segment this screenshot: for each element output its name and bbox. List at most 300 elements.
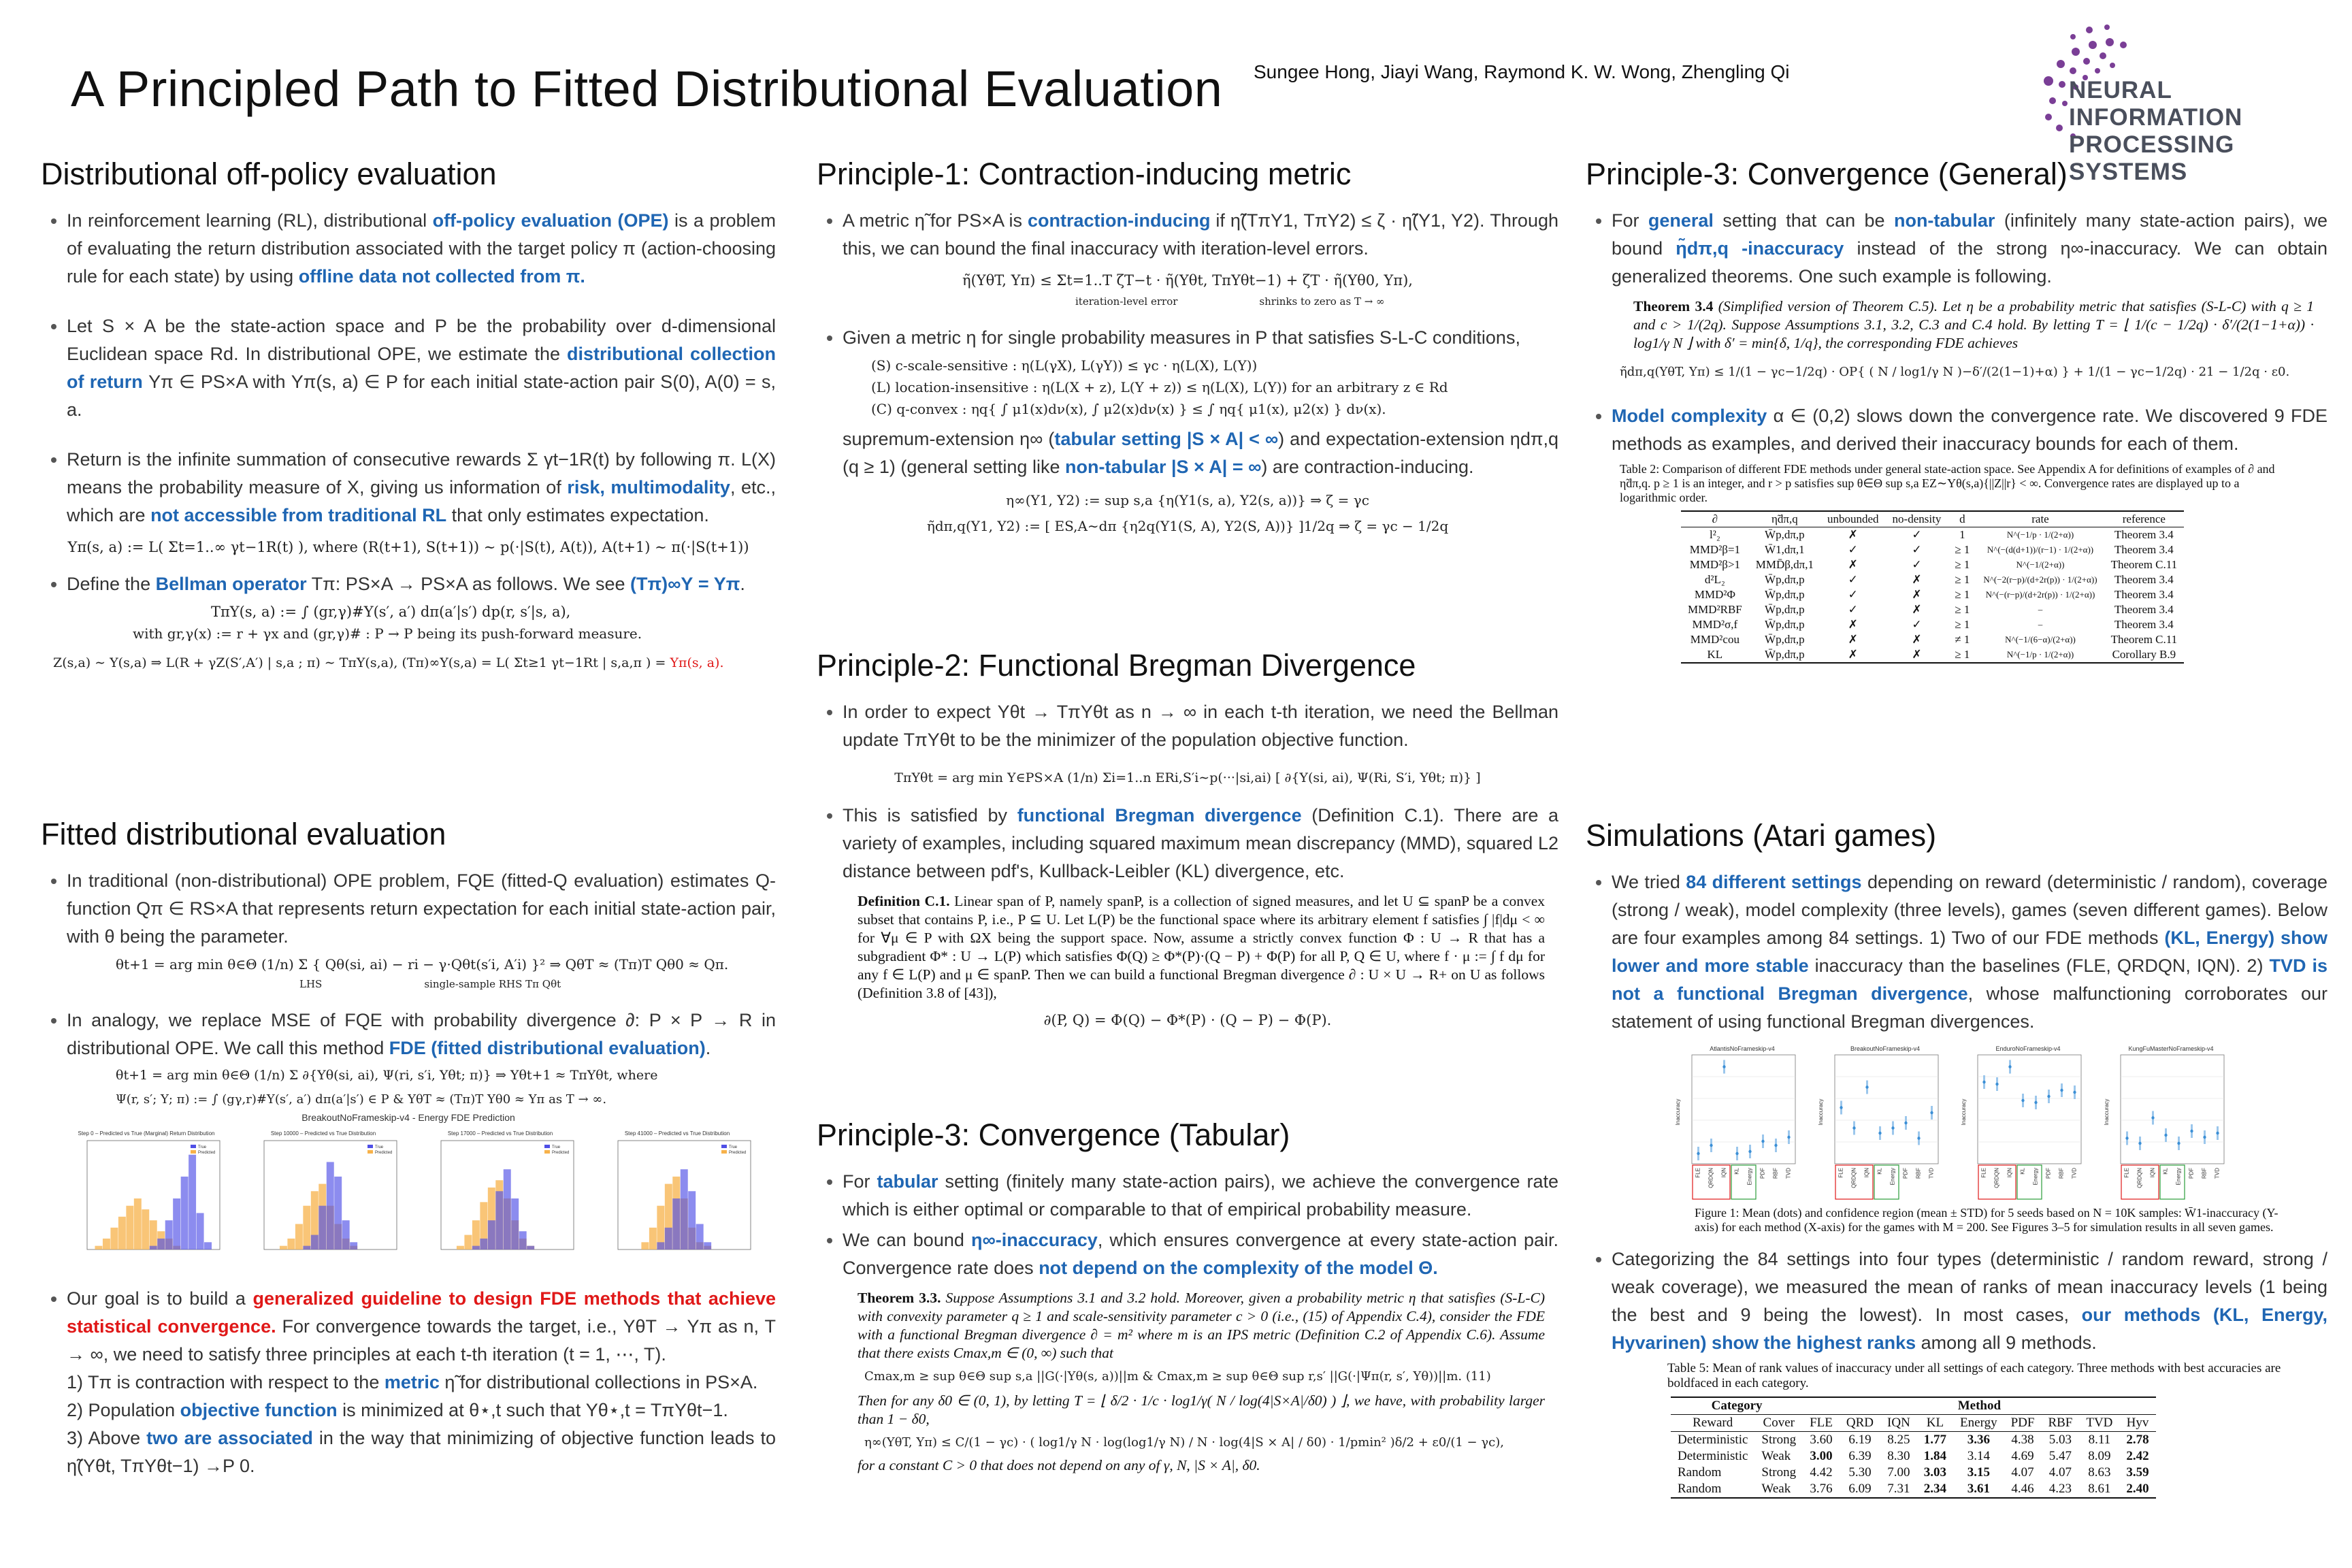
table-header: Cover (1754, 1415, 1803, 1432)
mean-dot (1982, 1081, 1985, 1083)
table-cell: 5.03 (2048, 1433, 2072, 1447)
table-cell: W̄p,dπ,p (1765, 603, 1805, 616)
table-cell: 3.03 (1923, 1465, 1947, 1480)
table-cell: W̄1,dπ,1 (1765, 543, 1805, 556)
method-tick-label: KL (2162, 1168, 2169, 1175)
author-list: Sungee Hong, Jiayi Wang, Raymond K. W. Wong, Zhengling Qi (1254, 61, 1790, 82)
legend-swatch-pred (721, 1150, 727, 1154)
table-cell: KL (1707, 648, 1723, 661)
true-bar (204, 1242, 212, 1250)
table-header: ∂ (1681, 511, 1749, 527)
legend-label: True (375, 1145, 384, 1149)
legend-label: Predicted (198, 1151, 216, 1155)
pred-bar (134, 1198, 142, 1250)
table-cell: N^(−1/(2+α)) (2016, 559, 2065, 570)
table-cell: Random (1678, 1482, 1722, 1496)
method-tick-label: FLE (1695, 1168, 1701, 1178)
pred-bar (287, 1239, 295, 1250)
mean-dot (1878, 1132, 1881, 1134)
table-cell: ≥ 1 (1955, 618, 1970, 631)
method-tick-label: PDF (1759, 1168, 1766, 1179)
table-row (1681, 602, 2184, 617)
true-bar (681, 1169, 688, 1250)
table-header: Reward (1671, 1415, 1754, 1432)
equation-bregman-definition: ∂(P, Q) = Φ(Q) − Φ*(P) · (Q − P) − Φ(P). (1043, 1012, 1332, 1028)
pred-bar (295, 1224, 303, 1250)
histogram-panel (68, 1127, 225, 1263)
table-cell: W̄p,dπ,p (1765, 618, 1805, 631)
table-cell: ✓ (1848, 573, 1858, 586)
table-cell: – (2038, 619, 2043, 630)
histogram-title: Step 10000 – Predicted vs True Distribution (270, 1130, 376, 1137)
histogram-title: Step 0 – Predicted vs True (Marginal) Return Distribution (78, 1130, 215, 1137)
table-cell: ✓ (1912, 558, 1922, 571)
table-cell: ✗ (1912, 633, 1922, 646)
mean-dot (2216, 1132, 2219, 1134)
method-tick-label: QRDQN (2136, 1168, 2143, 1188)
table-cell: 3.14 (1967, 1449, 1990, 1463)
true-bar (181, 1177, 189, 1250)
section-title: Principle-1: Contraction-inducing metric (817, 157, 1352, 191)
theorem-3-4: Theorem 3.4 (Simplified version of Theorem C.5). Let η be a probability metric that satisfies (S-L-C) with q ≥ 1 and c > 1/(2q). Suppose Assumptions 3.1, 3.2, C.3 and C.4 hold. By letting T = ⌊ 1/(c − 1/2q) · δ′/(2(1−1+α)) · log1/γ N ⌋ with δ′ = min{δ, 1/q}, the corresponding FDE achieves (1633, 298, 2314, 351)
mean-dot (2164, 1134, 2167, 1137)
method-tick-label: Energy (2032, 1168, 2039, 1186)
table-cell: 7.00 (1887, 1465, 1910, 1480)
method-tick-label: PDF (1902, 1168, 1909, 1179)
method-tick-label: IQN (1863, 1168, 1870, 1178)
bullet: • In analogy, we replace MSE of FQE with probability divergence ∂: P × P → R in distributional OPE. We call this method FDE (fitted distributional evaluation). (67, 1007, 776, 1062)
atari-panel-title: AtlantisNoFrameskip-v4 (1710, 1045, 1775, 1052)
condition-l: (L) location-insensitive : η(L(X + z), L(Y + z)) ≤ η(L(X), L(Y)) for an arbitrary z ∈ Rd (871, 379, 1448, 395)
theorem-3-3-text2: Then for any δ0 ∈ (0, 1), by letting T = ⌊ δ/2 · 1/c · log1/γ( N / log(4|S×A|/δ0) ) ⌋, we have, with probability larger than 1 − δ0, (858, 1392, 1545, 1427)
histogram-panel (245, 1127, 402, 1263)
table-cell: ≠ 1 (1955, 633, 1970, 646)
table-cell: ✗ (1848, 528, 1858, 541)
section-title: Simulations (Atari games) (1586, 818, 1937, 853)
section-title: Principle-3: Convergence (Tabular) (817, 1117, 1290, 1152)
table-cell: ≥ 1 (1955, 573, 1970, 586)
theorem-3-3-text3: for a constant C > 0 that does not depend on any of γ, N, |S × A|, δ0. (858, 1457, 1260, 1473)
table-cell: 3.36 (1967, 1433, 1990, 1447)
table-header: IQN (1880, 1415, 1917, 1432)
mean-dot (1904, 1122, 1907, 1124)
mean-dot (1995, 1083, 1998, 1085)
bullet: • In reinforcement learning (RL), distributional off-policy evaluation (OPE) is a problem of evaluating the return distribution associated with the target policy π (action-choosing rule for each state) by using offline data not collected from π. (67, 207, 776, 291)
equation-bellman: TπΥ(s, a) := ∫ (gr,γ)#Υ(s′, a′) dπ(a′|s′) dp(r, s′|s, a), (211, 604, 571, 620)
table-cell: ≥ 1 (1955, 603, 1970, 616)
histogram-title: Step 41000 – Predicted vs True Distribution (624, 1130, 730, 1137)
true-bar (157, 1239, 165, 1250)
table-cell: W̄p,dπ,p (1765, 588, 1805, 601)
table-row (1681, 557, 2184, 572)
table-cell: Theorem C.11 (2110, 558, 2178, 571)
equation-fde: θt+1 = arg min θ∈Θ (1/n) Σ ∂{Υθ(si, ai), Ψ(ri, s′i, Υθt; π)} ⇒ Υθt+1 ≈ TπΥθt, where (116, 1068, 658, 1083)
mean-dot (2125, 1137, 2128, 1139)
table-row (1671, 1448, 2156, 1465)
table-header: Energy (1953, 1415, 2004, 1432)
table-cell: ✗ (1912, 648, 1922, 661)
table-header: FLE (1803, 1415, 1840, 1432)
paragraph-extension: supremum-extension η∞ (tabular setting |S × A| < ∞) and expectation-extension ηdπ,q (q ≥ 1) (general setting like non-tabular |S × A| = ∞) are contraction-inducing. (843, 429, 1558, 477)
table-5 (1671, 1396, 2156, 1499)
section-principle-3-tabular (817, 1117, 1558, 1482)
mean-dot (1722, 1065, 1725, 1068)
bullet: • We tried 84 different settings depending on reward (deterministic / random), coverage (strong / weak), model complexity (three levels), games (seven different games). Below are four examples among 84 settings. 1) Two of our FDE methods (KL, Energy) show lower and more stable inaccuracy than the baselines (FLE, QRDQN, IQN). 2) TVD is not a functional Bregman divergence, whose malfunctioning corroborates our statement of using functional Bregman divergences. (1612, 868, 2328, 1036)
bullet: • Categorizing the 84 settings into four types (deterministic / random reward, strong / weak coverage), we measured the mean of ranks of mean inaccuracy levels (1 being the best and 9 being the lowest). In most cases, our methods (KL, Energy, Hyvarinen) show the highest ranks among all 9 methods. (1612, 1245, 2328, 1357)
table-2-caption: Table 2: Comparison of different FDE methods under general state-action space. See Appendix A for definitions of examples of ∂ and η̃dπ,q. p ≥ 1 is an integer, and r > p satisfies sup θ∈Θ sup s,a EZ∼Υθ(s,a){||Z||r} < ∞. Convergence rates are displayed up to a logarithmic order. (1620, 462, 2275, 504)
atari-panel (2103, 1044, 2230, 1202)
method-tick-label: TVD (1928, 1168, 1935, 1179)
table-header: QRD (1840, 1415, 1880, 1432)
table-header: KL (1917, 1415, 1953, 1432)
table-row (1681, 527, 2184, 543)
table-row (1681, 542, 2184, 557)
table-cell: ✓ (1912, 543, 1922, 556)
method-tick-label: FLE (2123, 1168, 2130, 1178)
table-cell: 4.42 (1810, 1465, 1833, 1480)
true-bar (488, 1220, 495, 1250)
table-cell: ✓ (1912, 528, 1922, 541)
table-cell: 4.46 (2011, 1482, 2034, 1496)
true-bar (173, 1198, 180, 1250)
true-bar (665, 1228, 672, 1250)
table-cell: Deterministic (1678, 1449, 1748, 1463)
method-tick-label: TVD (2071, 1168, 2078, 1179)
true-bar (519, 1231, 527, 1250)
table-cell: Theorem C.11 (2110, 633, 2178, 646)
mean-dot (1891, 1126, 1894, 1129)
legend-swatch-pred (544, 1150, 550, 1154)
table-row (1681, 587, 2184, 602)
table-cell: Strong (1761, 1465, 1797, 1480)
bullet: • In order to expect Υθt → TπΥθt as n → ∞ in each t-th iteration, we need the Bellman update TπΥθt to be the minimizer of the population objective function. (843, 698, 1558, 754)
axes-frame (1692, 1055, 1795, 1164)
table-cell: MMD̄β,dπ,1 (1755, 558, 1814, 571)
table-cell: – (2038, 604, 2043, 615)
true-bar (511, 1198, 519, 1250)
table-row (1671, 1465, 2156, 1481)
legend-label: True (198, 1145, 207, 1149)
true-bar (334, 1177, 342, 1250)
bullet: • Given a metric η for single probability measures in P that satisfies S-L-C conditions, (843, 324, 1558, 352)
table-cell: 6.09 (1848, 1482, 1872, 1496)
axes-frame (1835, 1055, 1938, 1164)
method-tick-label: QRDQN (1850, 1168, 1857, 1188)
method-tick-label: Energy (1889, 1168, 1896, 1186)
table-cell: 3.61 (1967, 1482, 1990, 1496)
atari-panel-title: EnduroNoFrameskip-v4 (1995, 1045, 2061, 1052)
pred-bar (472, 1220, 480, 1250)
table-row (1681, 632, 2184, 647)
figure-1-caption: Figure 1: Mean (dots) and confidence region (mean ± STD) for 5 seeds based on N = 10K samples: W̄1-inaccuracy (Y-axis) for each method (X-axis) for the games with M = 200. See Figures 3–5 for simulation results in all seven games. (1695, 1206, 2278, 1234)
table-cell: 8.09 (2088, 1449, 2111, 1463)
bullet: • Model complexity α ∈ (0,2) slows down the convergence rate. We discovered 9 FDE methods as examples, and derived their inaccuracy bounds for each of them. (1612, 402, 2328, 458)
method-tick-label: Energy (2175, 1168, 2182, 1186)
true-bar (303, 1246, 310, 1250)
table-2 (1681, 510, 2184, 664)
condition-s: (S) c-scale-sensitive : η(L(γX), L(γY)) ≤ γc · η(L(X), L(Y)) (871, 357, 1258, 374)
table-cell: Weak (1761, 1482, 1791, 1496)
section-principle-3-general (1586, 157, 2328, 664)
table-cell: 8.25 (1887, 1433, 1910, 1447)
table-cell: 1.84 (1923, 1449, 1947, 1463)
mean-dot (1852, 1126, 1855, 1129)
table-cell: W̄p,dπ,p (1765, 633, 1805, 646)
table-cell: N^(−1/p · 1/(2+α)) (2006, 529, 2074, 540)
true-bar (672, 1198, 680, 1250)
table-cell: 6.39 (1848, 1449, 1872, 1463)
bullet: • Return is the infinite summation of consecutive rewards Σ γt−1R(t) by following π. L(X) means the probability measure of X, giving us information of risk, multimodality, etc., which are not accessible from traditional RL that only estimates expectation. (67, 446, 776, 529)
table-cell: 3.59 (2126, 1465, 2149, 1480)
mean-dot (1697, 1152, 1699, 1155)
legend-swatch-pred (368, 1150, 373, 1154)
table-cell: 8.30 (1887, 1449, 1910, 1463)
true-bar (318, 1206, 326, 1250)
table-cell: ✓ (1912, 618, 1922, 631)
method-tick-label: FLE (1838, 1168, 1844, 1178)
legend-label: True (552, 1145, 561, 1149)
atari-figure (1674, 1044, 2328, 1202)
table-cell: 8.61 (2088, 1482, 2111, 1496)
section-title: Principle-2: Functional Bregman Divergence (817, 648, 1416, 683)
table-row (1681, 572, 2184, 587)
true-bar (189, 1155, 196, 1250)
table-row (1671, 1481, 2156, 1498)
section-principle-2 (817, 648, 1558, 1038)
table-cell: MMD²Φ (1694, 588, 1735, 601)
method-tick-label: KL (2019, 1168, 2026, 1175)
equation-sup-extension: η∞(Υ1, Υ2) := sup s,a {η(Υ1(s, a), Υ2(s, a))} ⇒ ζ = γc (1006, 492, 1369, 508)
logo-line-2: PROCESSING SYSTEMS (2069, 131, 2235, 185)
table-cell: 8.63 (2088, 1465, 2111, 1480)
table-cell: ✓ (1848, 543, 1858, 556)
mean-dot (1917, 1137, 1920, 1139)
method-tick-label: QRDQN (1993, 1168, 2000, 1188)
table-cell: 4.07 (2011, 1465, 2034, 1480)
legend-swatch-true (721, 1145, 727, 1148)
mean-dot (1735, 1152, 1738, 1155)
method-tick-label: PDF (2188, 1168, 2195, 1179)
method-tick-label: IQN (2006, 1168, 2013, 1178)
table-cell: ✗ (1848, 633, 1858, 646)
method-tick-label: IQN (2149, 1168, 2156, 1178)
method-tick-label: KL (1733, 1168, 1740, 1175)
bullet: • This is satisfied by functional Bregman divergence (Definition C.1). There are a variety of examples, including squared maximum mean discrepancy (MMD), squared L2 distance between pdf's, Kullback-Leibler (KL) divergence, etc. (843, 802, 1558, 885)
true-bar (165, 1220, 173, 1250)
mean-dot (1865, 1085, 1868, 1088)
pred-bar (126, 1206, 133, 1250)
table-cell: 4.38 (2011, 1433, 2034, 1447)
section-distributional-ope (41, 157, 776, 676)
theorem-3-3-eq2: η∞(ΥθT, Υπ) ≤ C/(1 − γc) · ( log1/γ N · log(log1/γ N) / N · log(4|S × A| / δ0) · 1/pmin² )δ/2 + ε0/(1 − γc), (864, 1435, 1504, 1450)
table-cell: ≥ 1 (1955, 543, 1970, 556)
table-cell: 3.00 (1810, 1449, 1833, 1463)
mean-dot (2073, 1091, 2076, 1094)
atari-panel-title: KungFuMasterNoFrameskip-v4 (2128, 1045, 2214, 1052)
table-cell: 3.60 (1810, 1433, 1833, 1447)
table-row (1681, 617, 2184, 632)
table-cell: MMD²σ,f (1692, 618, 1738, 631)
pred-bar (142, 1209, 149, 1250)
legend-label: Predicted (375, 1151, 393, 1155)
table-cell: MMD²RBF (1688, 603, 1742, 616)
mean-dot (2021, 1099, 2024, 1102)
table-header: Category (1671, 1397, 1803, 1415)
mean-dot (2034, 1101, 2037, 1104)
table-cell: W̄p,dπ,p (1765, 648, 1805, 661)
section-simulations (1586, 818, 2328, 1499)
axes-frame (2121, 1055, 2224, 1164)
table-5-caption: Table 5: Mean of rank values of inaccuracy under all settings of each category. Three methods with best accuracies are boldfaced in each category. (1667, 1361, 2281, 1390)
mean-dot (1787, 1136, 1790, 1139)
true-bar (197, 1213, 204, 1250)
bullet: • Define the Bellman operator Tπ: PS×A → PS×A as follows. We see (Tπ)∞Υ = Υπ. (67, 570, 776, 598)
theorem-3-3: Theorem 3.3. Suppose Assumptions 3.1 and 3.2 hold. Moreover, given a probability metric η that satisfies (S-L-C) with convexity parameter q ≥ 1 and scale-sensitivity parameter c > 0 (i.e., (15) of Appendix C.4), consider the FDE with a functional Bregman divergence ∂ = m² where m is an IPS metric (Definition C.2 of Appendix C.6). Assume that there exists Cmax,m ∈ (0, ∞) such that (858, 1290, 1545, 1361)
table-header: η̃dπ,q (1749, 511, 1820, 527)
bullet: • For general setting that can be non-tabular (infinitely many state-action pairs), we bound η̃dπ,q -inaccuracy instead of the strong η∞-inaccuracy. We can obtain generalized theorems. One such example is following. (1612, 207, 2328, 291)
true-bar (657, 1242, 664, 1250)
equation-fqe-labels: LHS single-sample RHS Tπ Qθt (299, 978, 561, 990)
section-fitted-distributional-evaluation (41, 817, 776, 1480)
figure-title: BreakoutNoFrameskip-v4 - Energy FDE Prediction (301, 1112, 515, 1123)
pred-bar (118, 1217, 126, 1250)
section-title: Distributional off-policy evaluation (41, 157, 497, 191)
mean-dot (2138, 1142, 2141, 1145)
method-tick-label: RBF (1915, 1168, 1922, 1179)
pred-bar (457, 1246, 464, 1250)
table-cell: ✓ (1848, 603, 1858, 616)
method-tick-label: RBF (2201, 1168, 2208, 1179)
table-cell: 3.15 (1967, 1465, 1990, 1480)
equation-return: Υπ(s, a) := L( Σt=1..∞ γt−1R(t) ), where (R(t+1), S(t+1)) ∼ p(·|S(t), A(t)), A(t+1) ∼ π(·|S(t+1)) (67, 539, 749, 555)
pred-bar (110, 1228, 118, 1250)
table-cell: N^(−2(r−p)/(d+2r(p)) · 1/(2+α)) (1983, 574, 2097, 585)
pred-bar (95, 1246, 102, 1250)
table-cell: Random (1678, 1465, 1722, 1480)
bullet: • Our goal is to build a generalized guideline to design FDE methods that achieve statistical convergence. For convergence towards the target, i.e., ΥθT → Υπ as n, T → ∞, we need to satisfy three principles at each t-th iteration (t = 1, ⋯, T). 1) Tπ is contraction with respect to the metric η̃ for distributional collections in PS×A. 2) Population objective function is minimized at θ⋆,t such that Υθ⋆,t = TπΥθt−1. 3) Above two are associated in the way that minimizing of objective function leads to η̃(Υθt, TπΥθt−1) →P 0. (67, 1285, 776, 1480)
mean-dot (1774, 1144, 1777, 1147)
table-cell: Deterministic (1678, 1433, 1748, 1447)
table-cell: 2.34 (1923, 1482, 1947, 1496)
method-tick-label: TVD (2214, 1168, 2221, 1179)
table-cell: l²₂ (1710, 528, 1720, 541)
atari-ylabel: Inaccuracy (1961, 1098, 1967, 1126)
table-cell: ✗ (1912, 573, 1922, 586)
mean-dot (1748, 1150, 1751, 1153)
table-cell: 5.30 (1848, 1465, 1872, 1480)
legend-swatch-true (544, 1145, 550, 1148)
table-header: PDF (2004, 1415, 2042, 1432)
table-cell: 6.19 (1848, 1433, 1872, 1447)
true-bar (150, 1246, 157, 1250)
mean-dot (2203, 1136, 2206, 1139)
true-bar (704, 1242, 711, 1250)
equation-error-bound: η̃(ΥθT, Υπ) ≤ Σt=1..T ζT−t · η̃(Υθt, TπΥθt−1) + ζT · η̃(Υθ0, Υπ), (962, 272, 1413, 289)
theorem-3-4-eq: η̃dπ,q(ΥθT, Υπ) ≤ 1/(1 − γc−1/2q) · OP{ ( N / log1/γ N )−δ′/(2(1−1)+α) } + 1/(1 − γc−1/2q) · 21 − 1/2q · ε0. (1620, 365, 2290, 379)
table-cell: 5.47 (2048, 1449, 2072, 1463)
table-header: RBF (2041, 1415, 2079, 1432)
mean-dot (2151, 1116, 2154, 1119)
pred-bar (303, 1206, 310, 1250)
table-cell: Theorem 3.4 (2114, 573, 2174, 586)
table-header: Hyv (2119, 1415, 2155, 1432)
table-cell: ✗ (1848, 648, 1858, 661)
mean-dot (2060, 1089, 2063, 1092)
bullet: • A metric η̃ for PS×A is contraction-inducing if η̃(TπΥ1, TπΥ2) ≤ ζ · η̃(Υ1, Υ2). Through this, we can bound the final inaccuracy with iteration-level errors. (843, 207, 1558, 263)
bullet: • For tabular setting (finitely many state-action pairs), we achieve the convergence rate which is either optimal or comparable to that of empirical probability measure. (843, 1168, 1558, 1224)
table-cell: Theorem 3.4 (2114, 528, 2174, 541)
table-row (1681, 647, 2184, 663)
table-cell: MMD²β>1 (1689, 558, 1741, 571)
histogram-figure (68, 1127, 776, 1263)
true-bar (688, 1191, 696, 1250)
theorem-3-3-eq1: Cmax,m ≥ sup θ∈Θ sup s,a ||G(·|Υθ(s, a))||m & Cmax,m ≥ sup θ∈Θ sup r,s′ ||G(·|Ψπ(r, s′, Υθ))||m. (11) (864, 1369, 1491, 1384)
equation-exp-extension: η̃dπ,q(Υ1, Υ2) := [ ES,A∼dπ {η2q(Υ1(S, A), Υ2(S, A))} ]1/2q ⇒ ζ = γc − 1/2q (926, 518, 1449, 534)
table-cell: N^(−1/p · 1/(2+α)) (2006, 649, 2074, 659)
table-cell: 2.40 (2126, 1482, 2149, 1496)
table-cell: ≥ 1 (1955, 588, 1970, 601)
true-bar (311, 1235, 318, 1250)
table-cell: ✓ (1848, 588, 1858, 601)
mean-dot (1930, 1111, 1933, 1114)
legend-swatch-true (191, 1145, 196, 1148)
mean-dot (2047, 1095, 2050, 1098)
atari-panel (1817, 1044, 1944, 1202)
legend-swatch-pred (191, 1150, 196, 1154)
method-tick-label: KL (1876, 1168, 1883, 1175)
table-header: unbounded (1820, 511, 1886, 527)
table-cell: 8.11 (2088, 1433, 2111, 1447)
table-cell: ✗ (1912, 603, 1922, 616)
poster-title: A Principled Path to Fitted Distributional Evaluation (71, 61, 1223, 117)
definition-c1: Definition C.1. Linear span of P, namely spanP, is a collection of signed measures, and let U ⊆ spanP be a convex subset that contains P, i.e., P ⊆ U. Let L(P) be the functional space where its arbitrary element f satisfies ∫ |f|dμ < ∞ for ∀μ ∈ P with ΩX being the support space. Now, assume a strictly convex function Φ : U → R that has a subgradient Φ* : U → L(P) which satisfies Φ(Q) ≥ Φ*(P)·(Q − P) + Φ(P) for all P, Q ∈ U, where f · μ := ∫ f dμ for any f ∈ L(P) and μ ∈ spanP. Then we can build a functional Bregman divergence ∂ : U × U → R+ on U as follows (Definition 3.8 of [43]), (858, 893, 1545, 1001)
table-cell: 1 (1959, 528, 1965, 541)
true-bar (350, 1242, 357, 1250)
equation-bregman-objective: TπΥθt = arg min Υ∈PS×A (1/n) Σi=1..n ERi,S′i∼p(···|si,ai) [ ∂{Υ(si, ai), Ψ(Ri, S′i, Υθt; π)} ] (894, 770, 1481, 785)
section-principle-1 (817, 157, 1558, 544)
table-cell: 7.31 (1887, 1482, 1910, 1496)
legend-label: Predicted (729, 1151, 747, 1155)
table-cell: MMD²cou (1690, 633, 1740, 646)
table-cell: Theorem 3.4 (2114, 588, 2174, 601)
table-cell: N^(−1/(6−α)/(2+α)) (2005, 634, 2076, 644)
table-cell: 3.76 (1810, 1482, 1833, 1496)
pred-bar (280, 1246, 287, 1250)
table-cell: d²L₂ (1704, 573, 1725, 586)
table-cell: 2.42 (2126, 1449, 2149, 1463)
mean-dot (2190, 1130, 2193, 1132)
table-cell: W̄p,dπ,p (1765, 573, 1805, 586)
table-cell: 4.07 (2048, 1465, 2072, 1480)
table-header: reference (2104, 511, 2185, 527)
bullet: • In traditional (non-distributional) OPE problem, FQE (fitted-Q evaluation) estimates Q-function Qπ ∈ RS×A that represents return expectation for each initial state-action pair, with θ being the parameter. (67, 867, 776, 951)
mean-dot (1761, 1140, 1764, 1143)
equation-error-labels: iteration-level error shrinks to zero as T → ∞ (1075, 295, 1385, 308)
table-cell: 1.77 (1923, 1433, 1947, 1447)
table-cell: ✗ (1848, 618, 1858, 631)
mean-dot (2177, 1142, 2180, 1145)
bullet: • We can bound η∞-inaccuracy, which ensures convergence at every state-action pair. Convergence rate does not depend on the complexity of the model Θ. (843, 1226, 1558, 1282)
method-tick-label: IQN (1720, 1168, 1727, 1178)
method-tick-label: TVD (1785, 1168, 1792, 1179)
mean-dot (2008, 1065, 2011, 1068)
table-cell: 4.23 (2048, 1482, 2072, 1496)
legend-swatch-true (368, 1145, 373, 1148)
method-tick-label: FLE (1980, 1168, 1987, 1178)
atari-ylabel: Inaccuracy (1675, 1098, 1681, 1126)
table-cell: N^(−(r−p)/(d+2r(p)) · 1/(2+α)) (1985, 589, 2095, 600)
true-bar (480, 1239, 487, 1250)
